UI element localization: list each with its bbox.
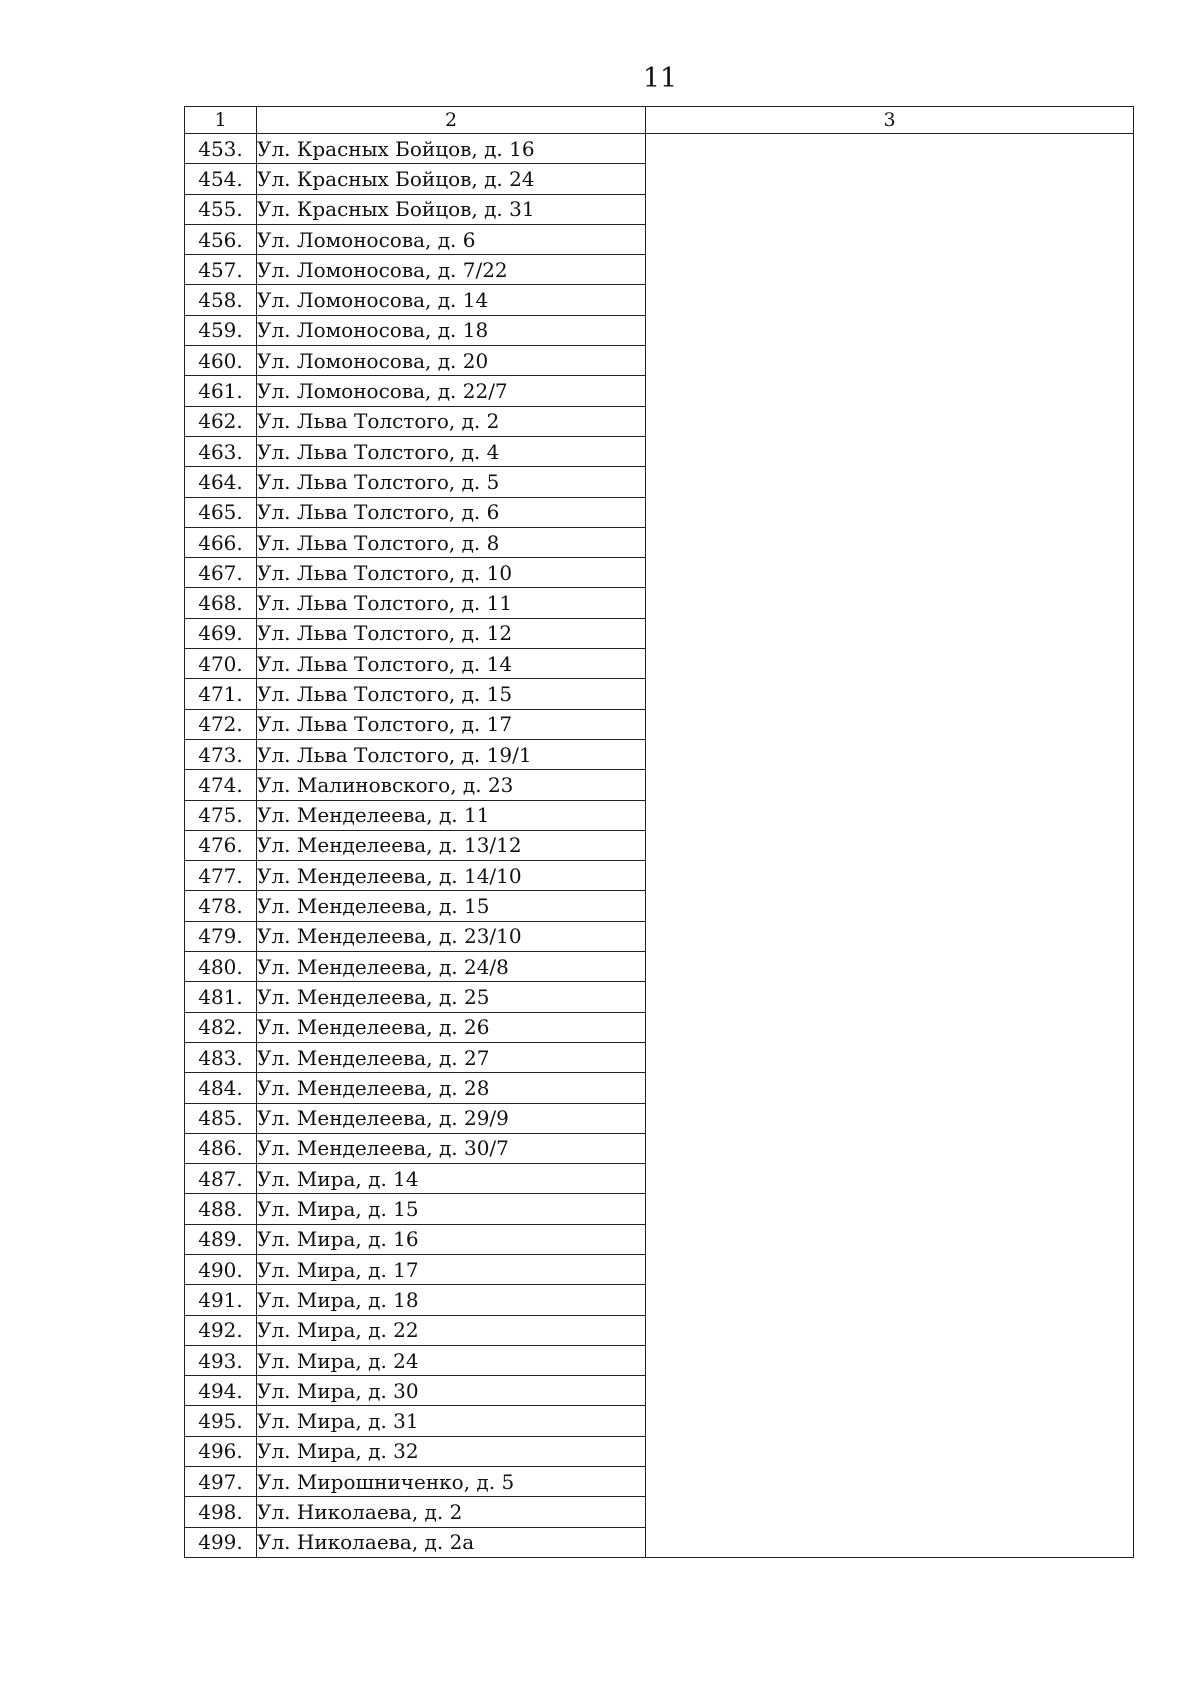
address-cell: Ул. Льва Толстого, д. 11 (257, 588, 646, 618)
address-cell: Ул. Николаева, д. 2 (257, 1497, 646, 1527)
row-number-cell: 458. (185, 285, 257, 315)
row-number-cell: 474. (185, 770, 257, 800)
address-cell: Ул. Льва Толстого, д. 15 (257, 679, 646, 709)
row-number-cell: 494. (185, 1376, 257, 1406)
address-cell: Ул. Красных Бойцов, д. 16 (257, 134, 646, 164)
address-cell: Ул. Ломоносова, д. 14 (257, 285, 646, 315)
row-number-cell: 485. (185, 1103, 257, 1133)
address-cell: Ул. Льва Толстого, д. 10 (257, 558, 646, 588)
address-cell: Ул. Льва Толстого, д. 12 (257, 618, 646, 648)
row-number-cell: 461. (185, 376, 257, 406)
address-cell: Ул. Менделеева, д. 23/10 (257, 921, 646, 951)
page-number: 11 (642, 63, 678, 94)
address-cell: Ул. Льва Толстого, д. 2 (257, 406, 646, 436)
row-number-cell: 468. (185, 588, 257, 618)
table-header-row (185, 107, 1134, 134)
address-cell: Ул. Менделеева, д. 28 (257, 1073, 646, 1103)
address-cell: Ул. Льва Толстого, д. 6 (257, 497, 646, 527)
address-cell: Ул. Красных Бойцов, д. 24 (257, 164, 646, 194)
row-number-cell: 476. (185, 830, 257, 860)
address-cell: Ул. Менделеева, д. 14/10 (257, 861, 646, 891)
row-number-cell: 498. (185, 1497, 257, 1527)
address-cell: Ул. Менделеева, д. 11 (257, 800, 646, 830)
row-number-cell: 484. (185, 1073, 257, 1103)
row-number-cell: 475. (185, 800, 257, 830)
address-cell: Ул. Мира, д. 22 (257, 1315, 646, 1345)
address-cell: Ул. Николаева, д. 2а (257, 1527, 646, 1557)
address-cell: Ул. Льва Толстого, д. 17 (257, 709, 646, 739)
table-row (185, 134, 1134, 164)
address-cell: Ул. Льва Толстого, д. 19/1 (257, 739, 646, 769)
row-number-cell: 457. (185, 255, 257, 285)
row-number-cell: 456. (185, 224, 257, 254)
row-number-cell: 495. (185, 1406, 257, 1436)
row-number-cell: 499. (185, 1527, 257, 1557)
row-number-cell: 482. (185, 1012, 257, 1042)
row-number-cell: 488. (185, 1194, 257, 1224)
row-number-cell: 492. (185, 1315, 257, 1345)
row-number-cell: 496. (185, 1436, 257, 1466)
row-number-cell: 483. (185, 1042, 257, 1072)
address-cell: Ул. Менделеева, д. 29/9 (257, 1103, 646, 1133)
row-number-cell: 497. (185, 1467, 257, 1497)
address-cell: Ул. Менделеева, д. 13/12 (257, 830, 646, 860)
row-number-cell: 489. (185, 1224, 257, 1254)
row-number-cell: 465. (185, 497, 257, 527)
row-number-cell: 455. (185, 194, 257, 224)
row-number-cell: 479. (185, 921, 257, 951)
row-number-cell: 487. (185, 1164, 257, 1194)
address-cell: Ул. Мира, д. 31 (257, 1406, 646, 1436)
address-cell: Ул. Льва Толстого, д. 14 (257, 649, 646, 679)
address-cell: Ул. Менделеева, д. 30/7 (257, 1133, 646, 1163)
row-number-cell: 477. (185, 861, 257, 891)
address-cell: Ул. Менделеева, д. 25 (257, 982, 646, 1012)
address-cell: Ул. Мира, д. 16 (257, 1224, 646, 1254)
row-number-cell: 493. (185, 1345, 257, 1375)
address-cell: Ул. Мира, д. 24 (257, 1345, 646, 1375)
row-number-cell: 472. (185, 709, 257, 739)
address-cell: Ул. Льва Толстого, д. 5 (257, 467, 646, 497)
address-cell: Ул. Ломоносова, д. 22/7 (257, 376, 646, 406)
row-number-cell: 464. (185, 467, 257, 497)
row-number-cell: 470. (185, 649, 257, 679)
row-number-cell: 490. (185, 1254, 257, 1284)
address-cell: Ул. Малиновского, д. 23 (257, 770, 646, 800)
address-cell: Ул. Мира, д. 18 (257, 1285, 646, 1315)
row-number-cell: 462. (185, 406, 257, 436)
address-cell: Ул. Мирошниченко, д. 5 (257, 1467, 646, 1497)
row-number-cell: 471. (185, 679, 257, 709)
address-cell: Ул. Мира, д. 30 (257, 1376, 646, 1406)
column-header-address: 2 (257, 107, 646, 134)
address-cell: Ул. Менделеева, д. 27 (257, 1042, 646, 1072)
address-cell: Ул. Ломоносова, д. 7/22 (257, 255, 646, 285)
row-number-cell: 466. (185, 527, 257, 557)
row-number-cell: 463. (185, 436, 257, 466)
address-cell: Ул. Ломоносова, д. 6 (257, 224, 646, 254)
row-number-cell: 453. (185, 134, 257, 164)
row-number-cell: 491. (185, 1285, 257, 1315)
row-number-cell: 460. (185, 346, 257, 376)
notes-column-cell (646, 134, 1134, 1558)
row-number-cell: 481. (185, 982, 257, 1012)
address-cell: Ул. Льва Толстого, д. 8 (257, 527, 646, 557)
address-cell: Ул. Менделеева, д. 26 (257, 1012, 646, 1042)
address-cell: Ул. Мира, д. 17 (257, 1254, 646, 1284)
column-header-notes: 3 (646, 107, 1134, 134)
address-cell: Ул. Ломоносова, д. 20 (257, 346, 646, 376)
address-cell: Ул. Менделеева, д. 24/8 (257, 952, 646, 982)
address-cell: Ул. Мира, д. 14 (257, 1164, 646, 1194)
row-number-cell: 480. (185, 952, 257, 982)
address-cell: Ул. Мира, д. 32 (257, 1436, 646, 1466)
address-cell: Ул. Ломоносова, д. 18 (257, 315, 646, 345)
address-cell: Ул. Льва Толстого, д. 4 (257, 436, 646, 466)
row-number-cell: 486. (185, 1133, 257, 1163)
row-number-cell: 454. (185, 164, 257, 194)
address-table (184, 106, 1134, 1558)
address-cell: Ул. Красных Бойцов, д. 31 (257, 194, 646, 224)
row-number-cell: 467. (185, 558, 257, 588)
address-cell: Ул. Менделеева, д. 15 (257, 891, 646, 921)
table-body (185, 134, 1134, 1558)
column-header-number: 1 (185, 107, 257, 134)
row-number-cell: 469. (185, 618, 257, 648)
row-number-cell: 459. (185, 315, 257, 345)
row-number-cell: 473. (185, 739, 257, 769)
row-number-cell: 478. (185, 891, 257, 921)
address-cell: Ул. Мира, д. 15 (257, 1194, 646, 1224)
